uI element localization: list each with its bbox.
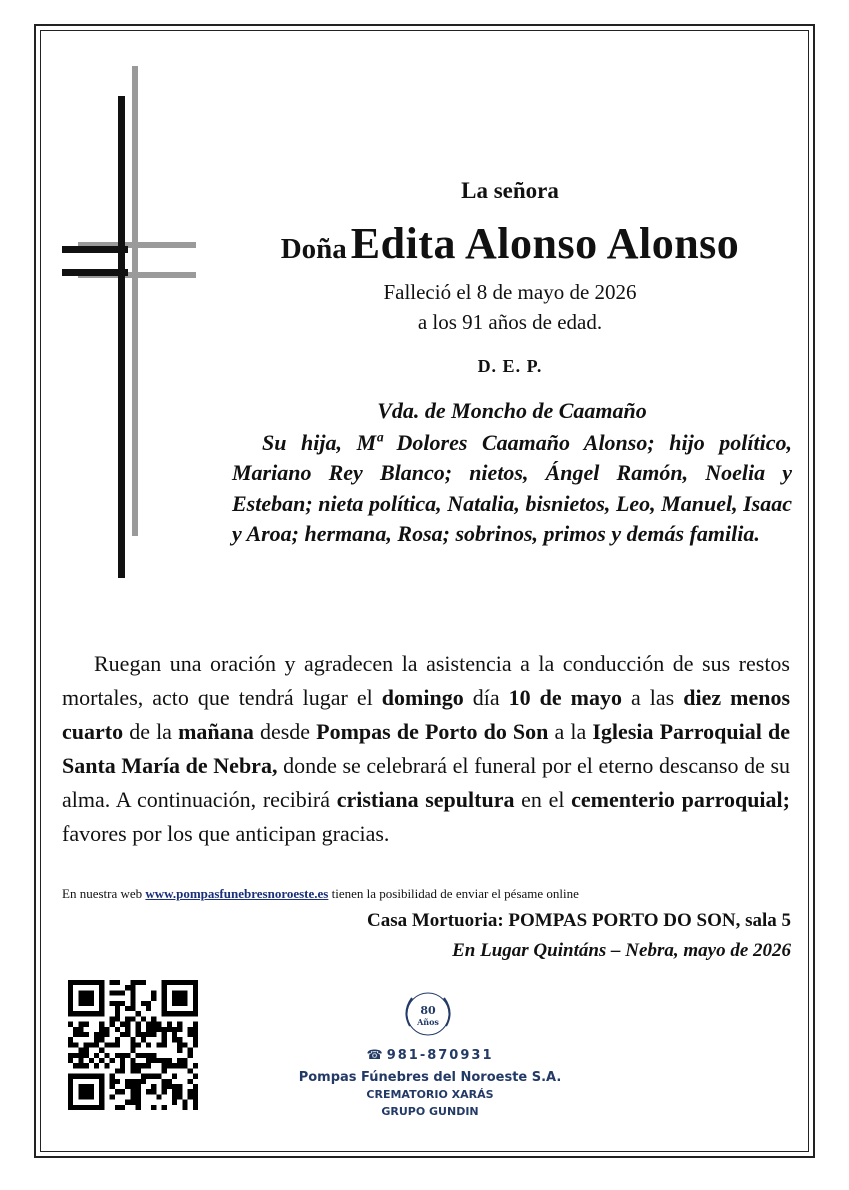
- group-name: GRUPO GUNDIN: [381, 1105, 479, 1118]
- body-bold-5: Pompas de Porto do Son: [316, 719, 549, 744]
- logo-word: Años: [417, 1017, 439, 1027]
- lead-text: La señora: [461, 178, 559, 203]
- body-bold-2: 10 de mayo: [508, 685, 622, 710]
- body-text-5: desde: [253, 719, 317, 744]
- body-bold-6: Iglesia Parroquial de Santa María de Nebra,: [62, 719, 790, 778]
- funeral-home-line: Casa Mortuoria: POMPAS PORTO DO SON, sala 5: [366, 910, 791, 931]
- body-bold-3: diez menos cuarto: [62, 685, 791, 744]
- qr-code[interactable]: [68, 980, 198, 1110]
- family-list: Su hija, Mª Dolores Caamaño Alonso; hijo político, Mariano Rey Blanco; nietos, Ángel Ramón, Noelia y Esteban; nieta política, Natalia, bisnietos, Leo, Manuel, Isaac y Aroa; hermana, Rosa; sobrinos, primos y demás familia.: [232, 430, 792, 547]
- web-note: [62, 886, 802, 902]
- place-date-line: En Lugar Quintáns – Nebra, mayo de 2026: [452, 940, 791, 961]
- website-link[interactable]: www.pompasfunebresnoroeste.es: [145, 886, 329, 901]
- widow-line: Vda. de Moncho de Caamaño: [377, 398, 647, 423]
- ceremony-paragraph: [62, 647, 790, 851]
- body-text-6: a la: [548, 719, 593, 744]
- body-text-2: día: [463, 685, 509, 710]
- age-line: a los 91 años de edad.: [417, 310, 603, 334]
- body-text-3: a las: [621, 685, 684, 710]
- anniversary-logo-icon: [392, 990, 464, 1048]
- phone-number[interactable]: 981-870931: [386, 1048, 494, 1063]
- full-name: Edita Alonso Alonso: [350, 219, 740, 268]
- body-text-8: en el: [514, 787, 572, 812]
- deceased-name: [210, 218, 810, 269]
- death-info: [210, 277, 810, 337]
- body-bold-4: mañana: [178, 719, 254, 744]
- phone-line: [250, 1048, 610, 1063]
- honorific: Doña: [280, 233, 347, 265]
- body-bold-8: cementerio parroquial;: [571, 787, 790, 812]
- rip-line: D. E. P.: [477, 356, 543, 376]
- body-text-4: de la: [123, 719, 179, 744]
- web-note-prefix: En nuestra web: [62, 886, 146, 901]
- death-date: Falleció el 8 de mayo de 2026: [383, 280, 637, 304]
- body-text-7: donde se celebrará el funeral por el eterno descanso de su alma. A continuación, recibirá: [62, 753, 791, 812]
- body-bold-1: domingo: [381, 685, 464, 710]
- phone-icon: ☎: [366, 1048, 385, 1063]
- body-bold-7: cristiana sepultura: [336, 787, 515, 812]
- crematorium-name: CREMATORIO XARÁS: [366, 1088, 494, 1101]
- body-text-9: favores por los que anticipan gracias.: [62, 821, 390, 846]
- cross-icon: [60, 66, 200, 586]
- web-note-suffix: tienen la posibilidad de enviar el pésame online: [328, 886, 579, 901]
- body-text-1: Ruegan una oración y agradecen la asistencia a la conducción de sus restos mortales, acto que tendrá lugar el: [62, 651, 790, 710]
- logo-number: 80: [420, 1004, 436, 1017]
- company-name: Pompas Fúnebres del Noroeste S.A.: [298, 1070, 562, 1085]
